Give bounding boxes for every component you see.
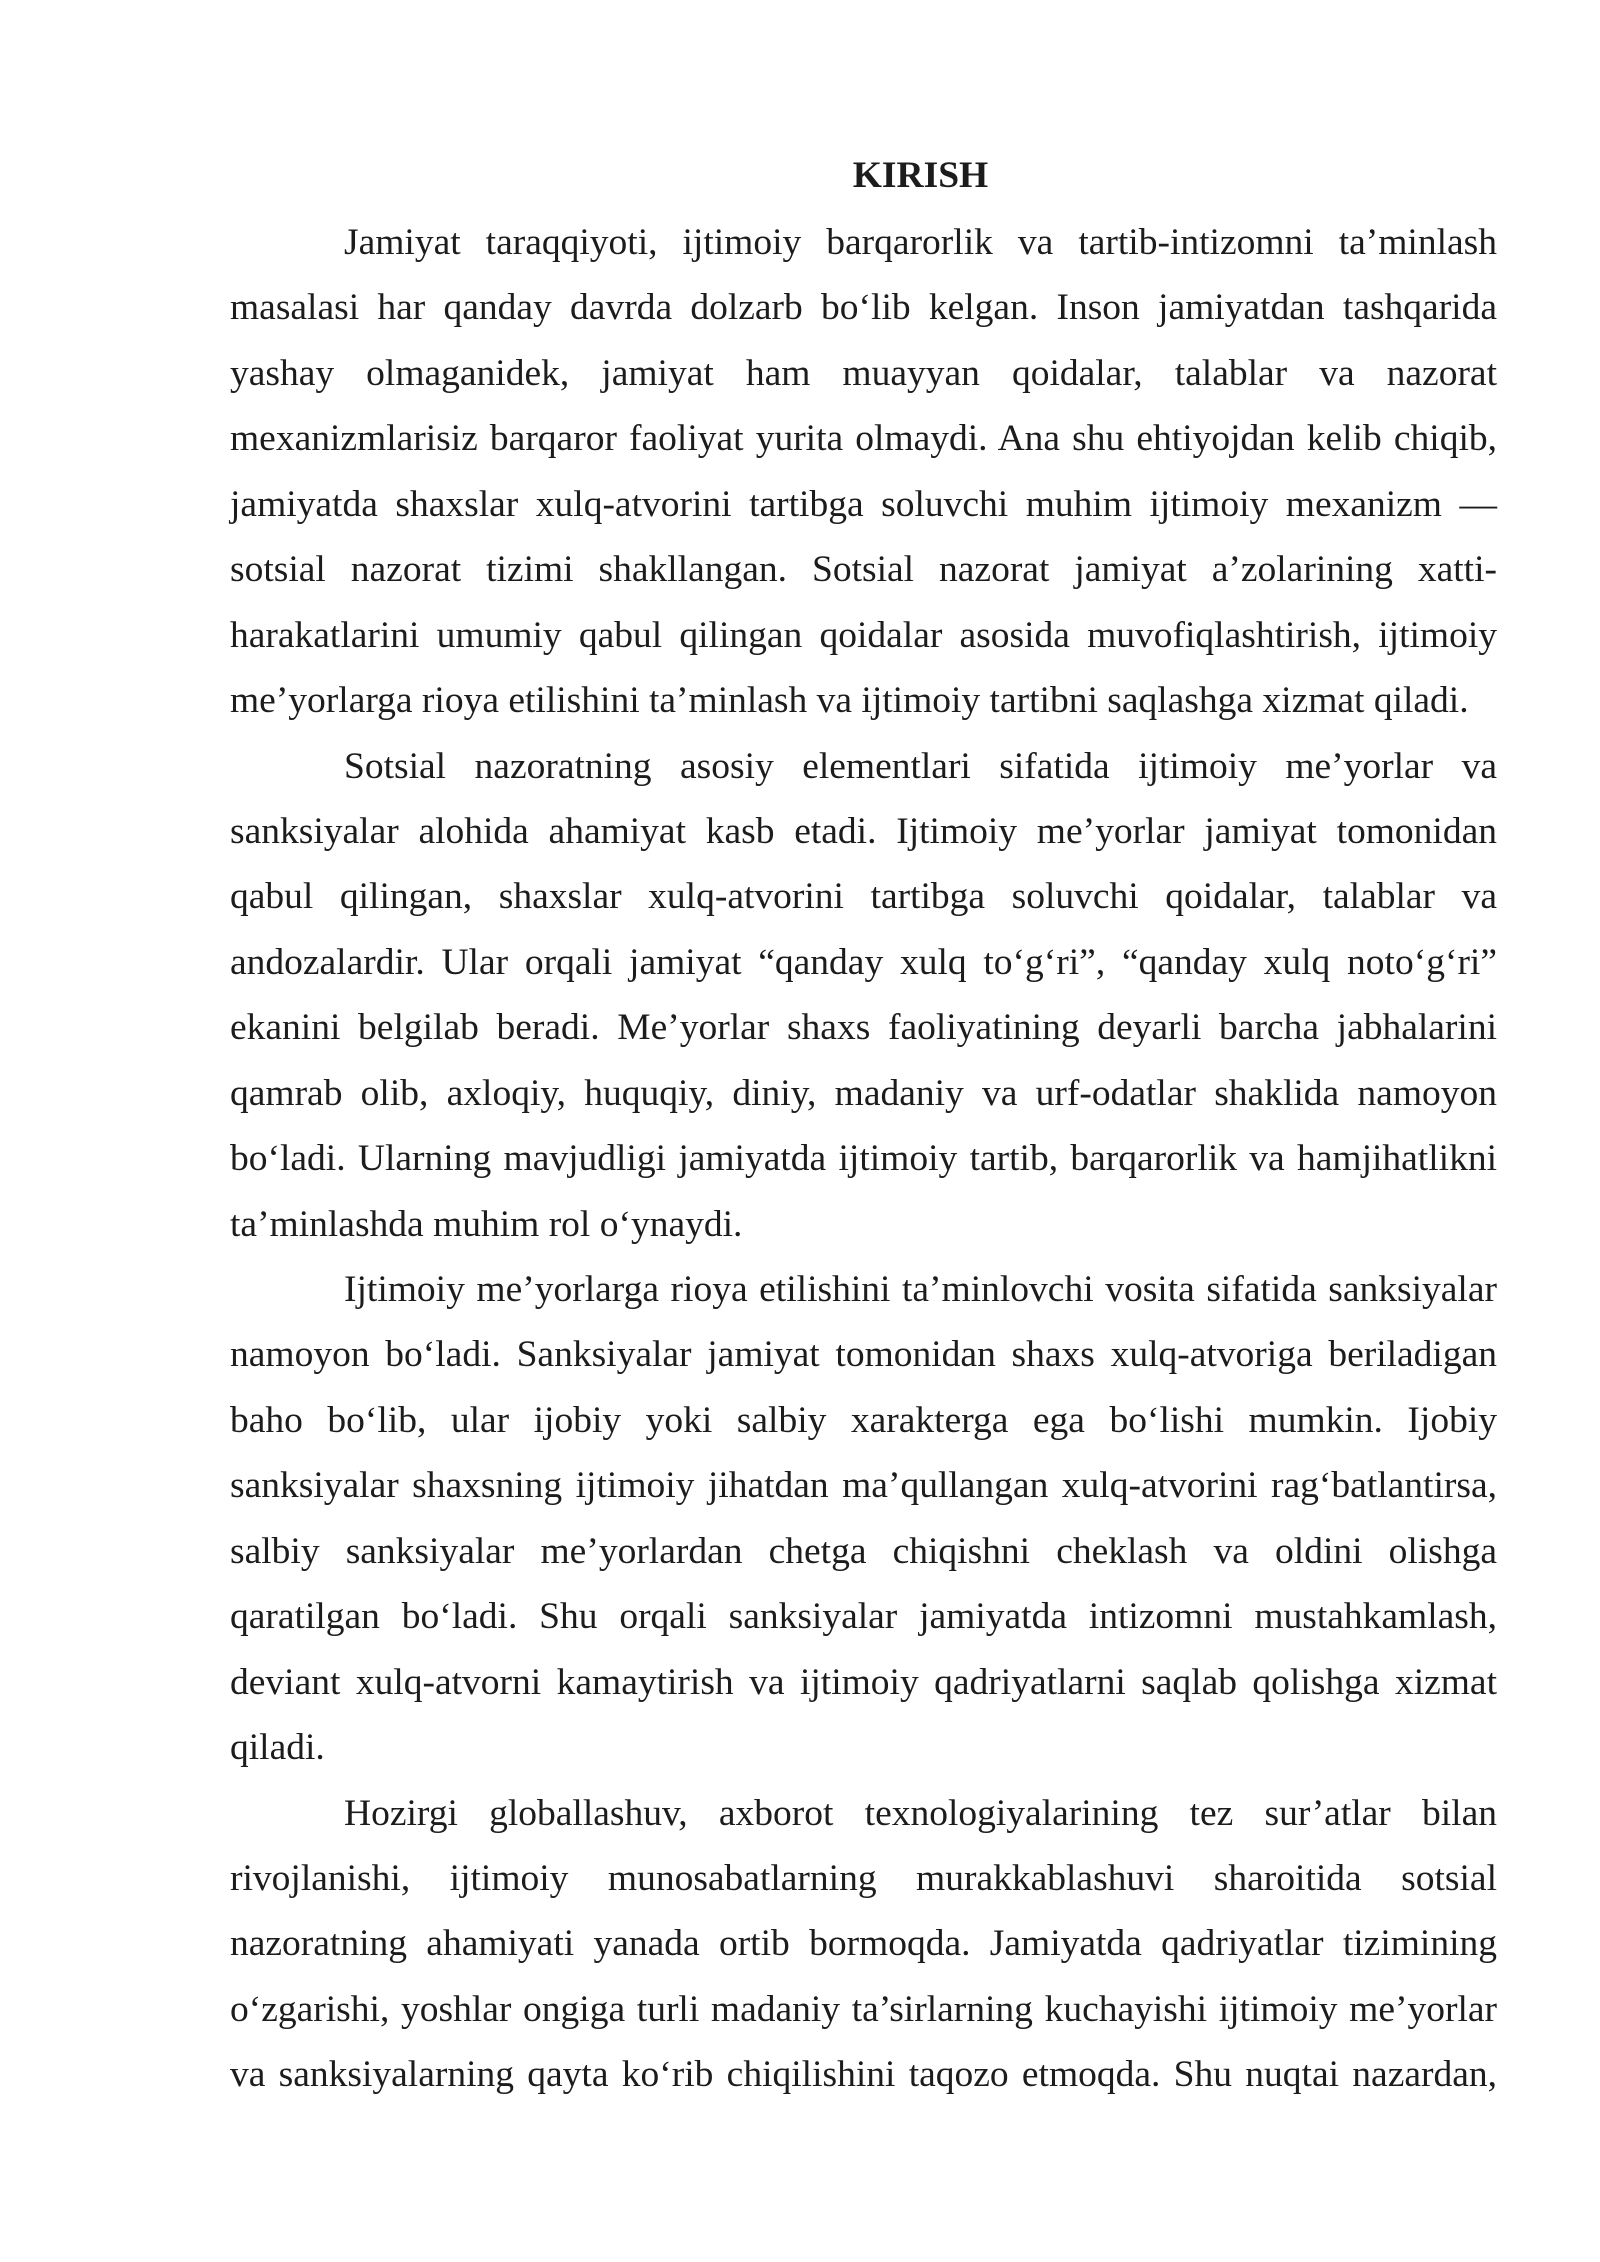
text-line: o‘zgarishi, yoshlar ongiga turli madaniy ta’sirlarning kuchayishi ijtimoiy me’yorlar [230, 1988, 1497, 2030]
text-line: masalasi har qanday davrda dolzarb bo‘lib kelgan. Inson jamiyatdan tashqarida [230, 287, 1497, 329]
text-line: sotsial nazorat tizimi shakllangan. Sotsial nazorat jamiyat a’zolarining xatti- [230, 549, 1497, 591]
paragraph-2 [230, 734, 1497, 1258]
text-line: qaratilgan bo‘ladi. Shu orqali sanksiyalar jamiyatda intizomni mustahkamlash, [230, 1596, 1497, 1638]
text-line: mexanizmlarisiz barqaror faoliyat yurita olmaydi. Ana shu ehtiyojdan kelib chiqib, [230, 418, 1497, 460]
text-line: Ijtimoiy me’yorlarga rioya etilishini ta’minlovchi vosita sifatida sanksiyalar [344, 1269, 1497, 1310]
text-line: namoyon bo‘ladi. Sanksiyalar jamiyat tomonidan shaxs xulq-atvoriga beriladigan [230, 1334, 1497, 1376]
text-line: deviant xulq-atvorni kamaytirish va ijtimoiy qadriyatlarni saqlab qolishga xizmat [230, 1661, 1497, 1703]
text-line: bo‘ladi. Ularning mavjudligi jamiyatda ijtimoiy tartib, barqarorlik va hamjihatlikni [230, 1138, 1497, 1180]
text-line: me’yorlarga rioya etilishini ta’minlash va ijtimoiy tartibni saqlashga xizmat qiladi. [230, 680, 1469, 722]
text-line: Hozirgi globallashuv, axborot texnologiyalarining tez sur’atlar bilan [344, 1792, 1497, 1834]
page-title: KIRISH [852, 155, 989, 196]
text-line: qiladi. [230, 1727, 325, 1769]
text-line: salbiy sanksiyalar me’yorlardan chetga chiqishni cheklash va oldini olishga [230, 1530, 1497, 1572]
text-line: rivojlanishi, ijtimoiy munosabatlarning murakkablashuvi sharoitida sotsial [230, 1857, 1497, 1899]
text-line: sanksiyalar shaxsning ijtimoiy jihatdan ma’qullangan xulq-atvorini rag‘batlantirsa, [230, 1465, 1497, 1507]
text-line: Sotsial nazoratning asosiy elementlari sifatida ijtimoiy me’yorlar va [344, 745, 1497, 787]
text-line: ekanini belgilab beradi. Me’yorlar shaxs faoliyatining deyarli barcha jabhalarini [230, 1007, 1497, 1049]
text-line: qamrab olib, axloqiy, huquqiy, diniy, madaniy va urf-odatlar shaklida namoyon [230, 1072, 1497, 1114]
text-line: Jamiyat taraqqiyoti, ijtimoiy barqarorlik va tartib-intizomni ta’minlash [344, 222, 1497, 263]
text-line: andozalardir. Ular orqali jamiyat “qanday xulq to‘g‘ri”, “qanday xulq noto‘g‘ri” [230, 941, 1497, 983]
text-line: yashay olmaganidek, jamiyat ham muayyan qoidalar, talablar va nazorat [230, 352, 1497, 394]
text-line: qabul qilingan, shaxslar xulq-atvorini tartibga soluvchi qoidalar, talablar va [230, 876, 1497, 918]
text-line: nazoratning ahamiyati yanada ortib bormoqda. Jamiyatda qadriyatlar tizimining [230, 1923, 1497, 1965]
text-line: harakatlarini umumiy qabul qilingan qoidalar asosida muvofiqlashtirish, ijtimoiy [230, 614, 1497, 656]
text-line: jamiyatda shaxslar xulq-atvorini tartibga soluvchi muhim ijtimoiy mexanizm — [230, 483, 1497, 525]
paragraph-1 [230, 210, 1497, 734]
text-line: baho bo‘lib, ular ijobiy yoki salbiy xarakterga ega bo‘lishi mumkin. Ijobiy [230, 1399, 1497, 1441]
page-content [230, 143, 1497, 2108]
text-line: va sanksiyalarning qayta ko‘rib chiqilishini taqozo etmoqda. Shu nuqtai nazardan, [230, 2054, 1497, 2096]
text-line: ta’minlashda muhim rol o‘ynaydi. [230, 1203, 743, 1245]
paragraph-4 [230, 1781, 1497, 2108]
text-line: sanksiyalar alohida ahamiyat kasb etadi. Ijtimoiy me’yorlar jamiyat tomonidan [230, 810, 1497, 852]
paragraph-3 [230, 1257, 1497, 1781]
